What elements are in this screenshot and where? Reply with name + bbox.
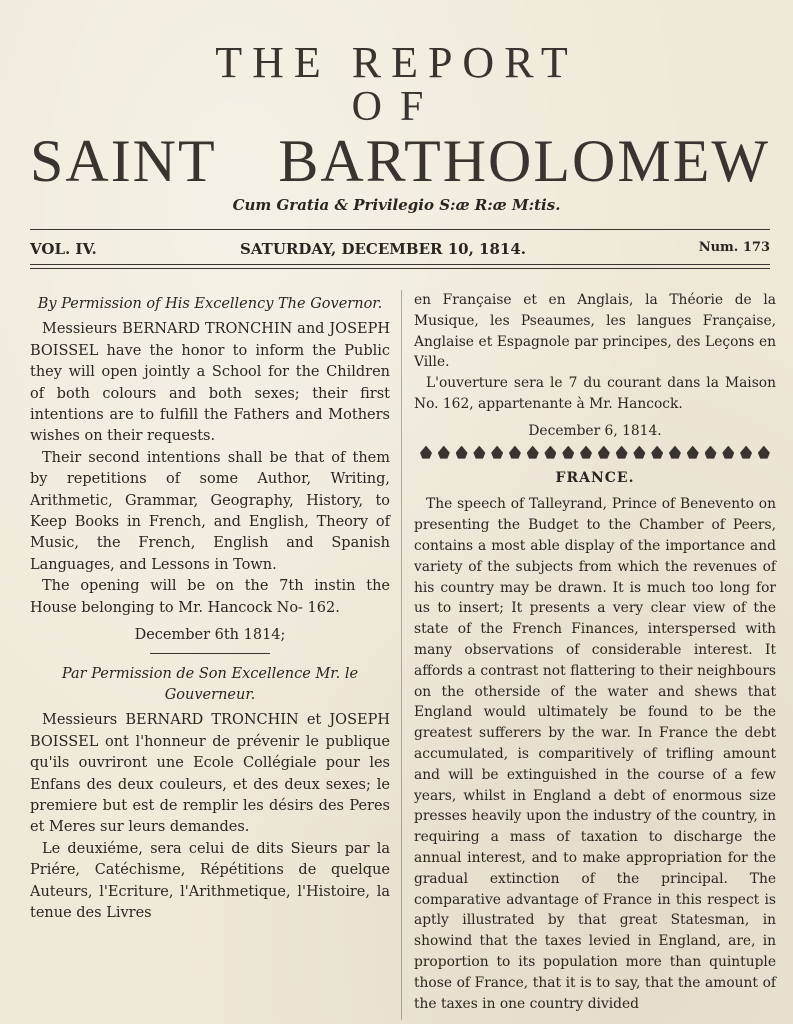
article-paragraph: en Française et en Anglais, la Théorie de la Musique, les Pseaumes, les langues Française, Anglaise et Espagnole par principes, des Leçons en Ville. [414, 292, 776, 371]
article-date: December 6, 1814. [528, 422, 662, 439]
article-heading-english: By Permission of His Excellency The Governor. [37, 296, 383, 312]
ornament-border [414, 446, 776, 462]
volume-number: VOL. IV. [30, 240, 97, 258]
article-heading-french: Par Permission de Son Excellence Mr. le Gouverneur. [61, 665, 359, 703]
issue-number: Num. 173 [698, 240, 770, 255]
article-paragraph: Their second intentions shall be that of them by repetitions of some Author, Writing, Arithmetic, Grammar, Geography, History, to Keep Books in French, and English, Theory of Music, the French, English and Spanish Languages, and Lessons in Town. [30, 449, 390, 573]
masthead-line-1: THE REPORT [215, 38, 578, 87]
divider-mid-1 [30, 264, 770, 265]
masthead-motto: Cum Gratia & Privilegio S:æ R:æ M:tis. [232, 196, 561, 214]
divider-top [30, 229, 770, 230]
column-divider [401, 290, 402, 1020]
divider-mid-2 [30, 268, 770, 269]
masthead-line-3 [30, 126, 770, 196]
dateline [30, 238, 770, 260]
issue-date: SATURDAY, DECEMBER 10, 1814. [240, 240, 526, 258]
right-column [414, 290, 776, 1014]
section-heading-france: FRANCE. [555, 469, 635, 486]
masthead-saint: SAINT [30, 128, 217, 194]
article-paragraph: Messieurs BERNARD TRONCHIN and JOSEPH BOISSEL have the honor to inform the Public they will open jointly a School for the Children of both colours and both sexes; their first intentions are to fulfill the Fathers and Mothers wishes on their requests. [30, 321, 390, 445]
article-divider [150, 653, 270, 654]
masthead-line-2: OF [351, 84, 442, 130]
article-paragraph: The speech of Talleyrand, Prince of Benevento on presenting the Budget to the Chamber of Peers, contains a most able display of the importance and variety of the subjects from which the revenues of his country may be drawn. It is much too long for us to insert; It presents a very clear view of the state of the French Finances, interspersed with many observations of considerable interest. It affords a contrast not flattering to their neighbours on the otherside of the water and shews that England would ultimately be found to be the greatest sufferers by the war. In France the debt accumulated, is comparitively of trifling amount and will be extinguished in the course of a few years, whilst in England a debt of enormous size presses heavily upon the industry of the country, in requiring a mass of taxation to discharge the annual interest, and to make appropriation for the gradual extinction of the principal. The comparative advantage of France in this respect is aptly illustrated by that great Statesman, in showind that the taxes levied in England, are, in proportion to its population more than quintuple those of France, that it is to say, that the amount of the taxes in one country divided [414, 496, 776, 1012]
article-paragraph: Messieurs BERNARD TRONCHIN et JOSEPH BOISSEL ont l'honneur de prévenir le publique qu'ils ouvriront une Ecole Collégiale pour les Enfans des deux couleurs, et des deux sexes; le premiere but est de remplir les désirs des Peres et Meres sur leurs demandes. [30, 712, 390, 836]
masthead-bartholomew: BARTHOLOMEW [278, 128, 770, 194]
left-column [30, 290, 390, 924]
article-date: December 6th 1814; [134, 627, 286, 644]
article-paragraph: Le deuxiéme, sera celui de dits Sieurs par la Priére, Catéchisme, Répétitions de quelque Auteurs, l'Ecriture, l'Arithmetique, l'Histoire, la tenue des Livres [30, 840, 390, 921]
article-paragraph: L'ouverture sera le 7 du courant dans la Maison No. 162, appartenante à Mr. Hancock. [414, 375, 776, 412]
article-paragraph: The opening will be on the 7th instin the House belonging to Mr. Hancock No- 162. [30, 578, 390, 616]
